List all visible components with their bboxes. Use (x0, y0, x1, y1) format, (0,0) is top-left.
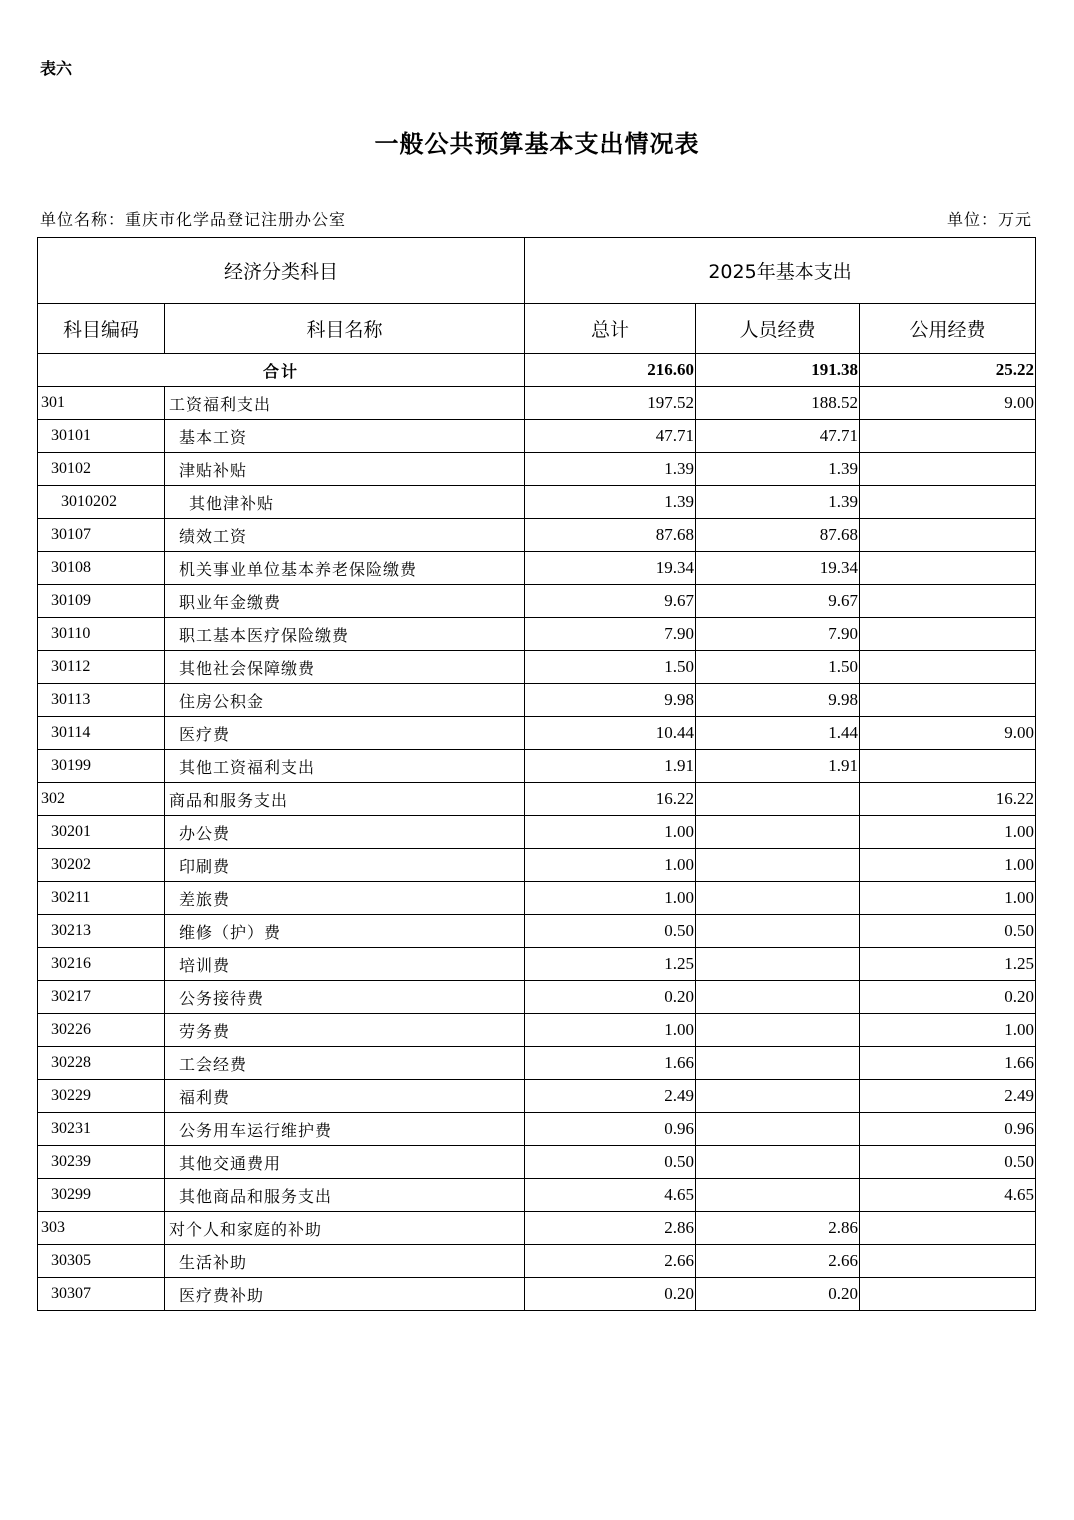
row-name: 其他津补贴 (165, 486, 525, 519)
row-name: 医疗费 (165, 717, 525, 750)
header-basic-expenditure: 2025年基本支出 (525, 238, 1036, 304)
row-personnel: 87.68 (696, 519, 860, 552)
row-name: 公务用车运行维护费 (165, 1113, 525, 1146)
row-name: 职工基本医疗保险缴费 (165, 618, 525, 651)
row-public (860, 1212, 1036, 1245)
row-code: 30229 (38, 1080, 165, 1113)
row-code: 30228 (38, 1047, 165, 1080)
row-code: 30101 (38, 420, 165, 453)
row-total: 7.90 (525, 618, 696, 651)
budget-table (37, 237, 1036, 1311)
row-name: 公务接待费 (165, 981, 525, 1014)
row-name: 福利费 (165, 1080, 525, 1113)
row-total: 1.39 (525, 453, 696, 486)
row-code: 30226 (38, 1014, 165, 1047)
row-code: 30199 (38, 750, 165, 783)
row-total: 197.52 (525, 387, 696, 420)
row-code: 302 (38, 783, 165, 816)
row-personnel (696, 1179, 860, 1212)
row-total: 0.20 (525, 1278, 696, 1311)
row-total: 1.25 (525, 948, 696, 981)
row-code: 30108 (38, 552, 165, 585)
row-total: 9.67 (525, 585, 696, 618)
row-code: 30114 (38, 717, 165, 750)
total-sum: 216.60 (525, 354, 696, 387)
total-label: 合计 (38, 354, 525, 387)
row-total: 87.68 (525, 519, 696, 552)
row-name: 差旅费 (165, 882, 525, 915)
row-public: 1.00 (860, 1014, 1036, 1047)
table-row (38, 519, 1036, 552)
header-public: 公用经费 (860, 304, 1036, 354)
row-name: 商品和服务支出 (165, 783, 525, 816)
row-name: 培训费 (165, 948, 525, 981)
row-personnel (696, 948, 860, 981)
header-personnel: 人员经费 (696, 304, 860, 354)
table-row (38, 1113, 1036, 1146)
row-total: 1.50 (525, 651, 696, 684)
table-row (38, 684, 1036, 717)
row-public: 1.25 (860, 948, 1036, 981)
row-public: 1.00 (860, 849, 1036, 882)
table-row (38, 1146, 1036, 1179)
table-row (38, 948, 1036, 981)
row-code: 301 (38, 387, 165, 420)
row-code: 30239 (38, 1146, 165, 1179)
row-name: 劳务费 (165, 1014, 525, 1047)
row-personnel (696, 1146, 860, 1179)
row-public (860, 618, 1036, 651)
row-total: 47.71 (525, 420, 696, 453)
table-row (38, 387, 1036, 420)
row-code: 30305 (38, 1245, 165, 1278)
row-public (860, 519, 1036, 552)
row-total: 10.44 (525, 717, 696, 750)
row-total: 0.96 (525, 1113, 696, 1146)
row-total: 2.86 (525, 1212, 696, 1245)
row-name: 其他交通费用 (165, 1146, 525, 1179)
row-name: 基本工资 (165, 420, 525, 453)
row-public: 9.00 (860, 387, 1036, 420)
row-name: 其他社会保障缴费 (165, 651, 525, 684)
row-personnel (696, 981, 860, 1014)
row-personnel: 0.20 (696, 1278, 860, 1311)
row-public (860, 585, 1036, 618)
row-code: 303 (38, 1212, 165, 1245)
row-total: 16.22 (525, 783, 696, 816)
row-total: 0.50 (525, 915, 696, 948)
total-personnel: 191.38 (696, 354, 860, 387)
row-code: 30112 (38, 651, 165, 684)
row-total: 9.98 (525, 684, 696, 717)
currency-unit: 单位：万元 (946, 210, 1032, 229)
table-row (38, 750, 1036, 783)
page-title: 一般公共预算基本支出情况表 (374, 129, 700, 158)
row-public: 16.22 (860, 783, 1036, 816)
row-total: 1.39 (525, 486, 696, 519)
row-public (860, 486, 1036, 519)
row-name: 工会经费 (165, 1047, 525, 1080)
row-name: 印刷费 (165, 849, 525, 882)
table-row (38, 420, 1036, 453)
row-total: 4.65 (525, 1179, 696, 1212)
row-public (860, 420, 1036, 453)
row-name: 医疗费补助 (165, 1278, 525, 1311)
row-name: 对个人和家庭的补助 (165, 1212, 525, 1245)
total-row (38, 354, 1036, 387)
header-code: 科目编码 (38, 304, 165, 354)
row-total: 1.00 (525, 816, 696, 849)
row-personnel (696, 915, 860, 948)
row-code: 30213 (38, 915, 165, 948)
row-code: 30202 (38, 849, 165, 882)
row-public: 1.00 (860, 816, 1036, 849)
table-row (38, 1014, 1036, 1047)
row-name: 住房公积金 (165, 684, 525, 717)
row-name: 生活补助 (165, 1245, 525, 1278)
row-public: 0.50 (860, 1146, 1036, 1179)
row-personnel: 9.67 (696, 585, 860, 618)
row-personnel: 1.39 (696, 486, 860, 519)
table-row (38, 882, 1036, 915)
row-personnel: 188.52 (696, 387, 860, 420)
row-public: 0.50 (860, 915, 1036, 948)
row-public: 4.65 (860, 1179, 1036, 1212)
row-public: 1.66 (860, 1047, 1036, 1080)
row-personnel (696, 1113, 860, 1146)
table-row (38, 717, 1036, 750)
row-public (860, 552, 1036, 585)
row-name: 其他商品和服务支出 (165, 1179, 525, 1212)
row-code: 30102 (38, 453, 165, 486)
row-public: 2.49 (860, 1080, 1036, 1113)
row-code: 30217 (38, 981, 165, 1014)
row-total: 1.66 (525, 1047, 696, 1080)
row-personnel: 2.66 (696, 1245, 860, 1278)
row-total: 19.34 (525, 552, 696, 585)
row-personnel: 1.44 (696, 717, 860, 750)
row-code: 30107 (38, 519, 165, 552)
row-public: 9.00 (860, 717, 1036, 750)
row-public: 1.00 (860, 882, 1036, 915)
row-name: 维修（护）费 (165, 915, 525, 948)
table-row (38, 981, 1036, 1014)
row-personnel (696, 816, 860, 849)
row-code: 30299 (38, 1179, 165, 1212)
row-personnel (696, 849, 860, 882)
header-name: 科目名称 (165, 304, 525, 354)
row-total: 1.91 (525, 750, 696, 783)
row-name: 办公费 (165, 816, 525, 849)
row-total: 0.50 (525, 1146, 696, 1179)
table-row (38, 552, 1036, 585)
row-public (860, 651, 1036, 684)
row-public (860, 1278, 1036, 1311)
row-total: 0.20 (525, 981, 696, 1014)
table-row (38, 783, 1036, 816)
row-public: 0.20 (860, 981, 1036, 1014)
row-public (860, 453, 1036, 486)
row-public (860, 1245, 1036, 1278)
row-personnel: 1.91 (696, 750, 860, 783)
row-total: 1.00 (525, 882, 696, 915)
total-public: 25.22 (860, 354, 1036, 387)
header-total: 总计 (525, 304, 696, 354)
row-name: 津贴补贴 (165, 453, 525, 486)
row-code: 30201 (38, 816, 165, 849)
row-code: 30307 (38, 1278, 165, 1311)
row-personnel: 7.90 (696, 618, 860, 651)
table-row (38, 585, 1036, 618)
table-row (38, 486, 1036, 519)
row-name: 机关事业单位基本养老保险缴费 (165, 552, 525, 585)
row-name: 工资福利支出 (165, 387, 525, 420)
header-economic-category: 经济分类科目 (38, 238, 525, 304)
row-public (860, 750, 1036, 783)
table-row (38, 1047, 1036, 1080)
row-personnel: 47.71 (696, 420, 860, 453)
table-row (38, 849, 1036, 882)
row-public: 0.96 (860, 1113, 1036, 1146)
row-code: 30113 (38, 684, 165, 717)
table-row (38, 651, 1036, 684)
table-row (38, 1278, 1036, 1311)
table-row (38, 618, 1036, 651)
row-personnel: 1.50 (696, 651, 860, 684)
table-row (38, 453, 1036, 486)
table-row (38, 1080, 1036, 1113)
table-row (38, 1179, 1036, 1212)
table-row (38, 1245, 1036, 1278)
table-row (38, 816, 1036, 849)
row-code: 30110 (38, 618, 165, 651)
row-personnel (696, 1014, 860, 1047)
row-total: 2.66 (525, 1245, 696, 1278)
row-name: 职业年金缴费 (165, 585, 525, 618)
table-row (38, 915, 1036, 948)
row-total: 1.00 (525, 849, 696, 882)
row-personnel (696, 783, 860, 816)
row-public (860, 684, 1036, 717)
row-code: 30216 (38, 948, 165, 981)
row-personnel: 19.34 (696, 552, 860, 585)
row-code: 30231 (38, 1113, 165, 1146)
row-code: 3010202 (38, 486, 165, 519)
table-row (38, 1212, 1036, 1245)
row-personnel: 2.86 (696, 1212, 860, 1245)
row-personnel (696, 1080, 860, 1113)
row-code: 30211 (38, 882, 165, 915)
unit-name: 单位名称：重庆市化学品登记注册办公室 (40, 210, 347, 229)
row-name: 其他工资福利支出 (165, 750, 525, 783)
row-code: 30109 (38, 585, 165, 618)
row-personnel (696, 1047, 860, 1080)
row-total: 1.00 (525, 1014, 696, 1047)
table-number: 表六 (40, 59, 73, 78)
row-personnel (696, 882, 860, 915)
row-name: 绩效工资 (165, 519, 525, 552)
row-total: 2.49 (525, 1080, 696, 1113)
row-personnel: 9.98 (696, 684, 860, 717)
row-personnel: 1.39 (696, 453, 860, 486)
